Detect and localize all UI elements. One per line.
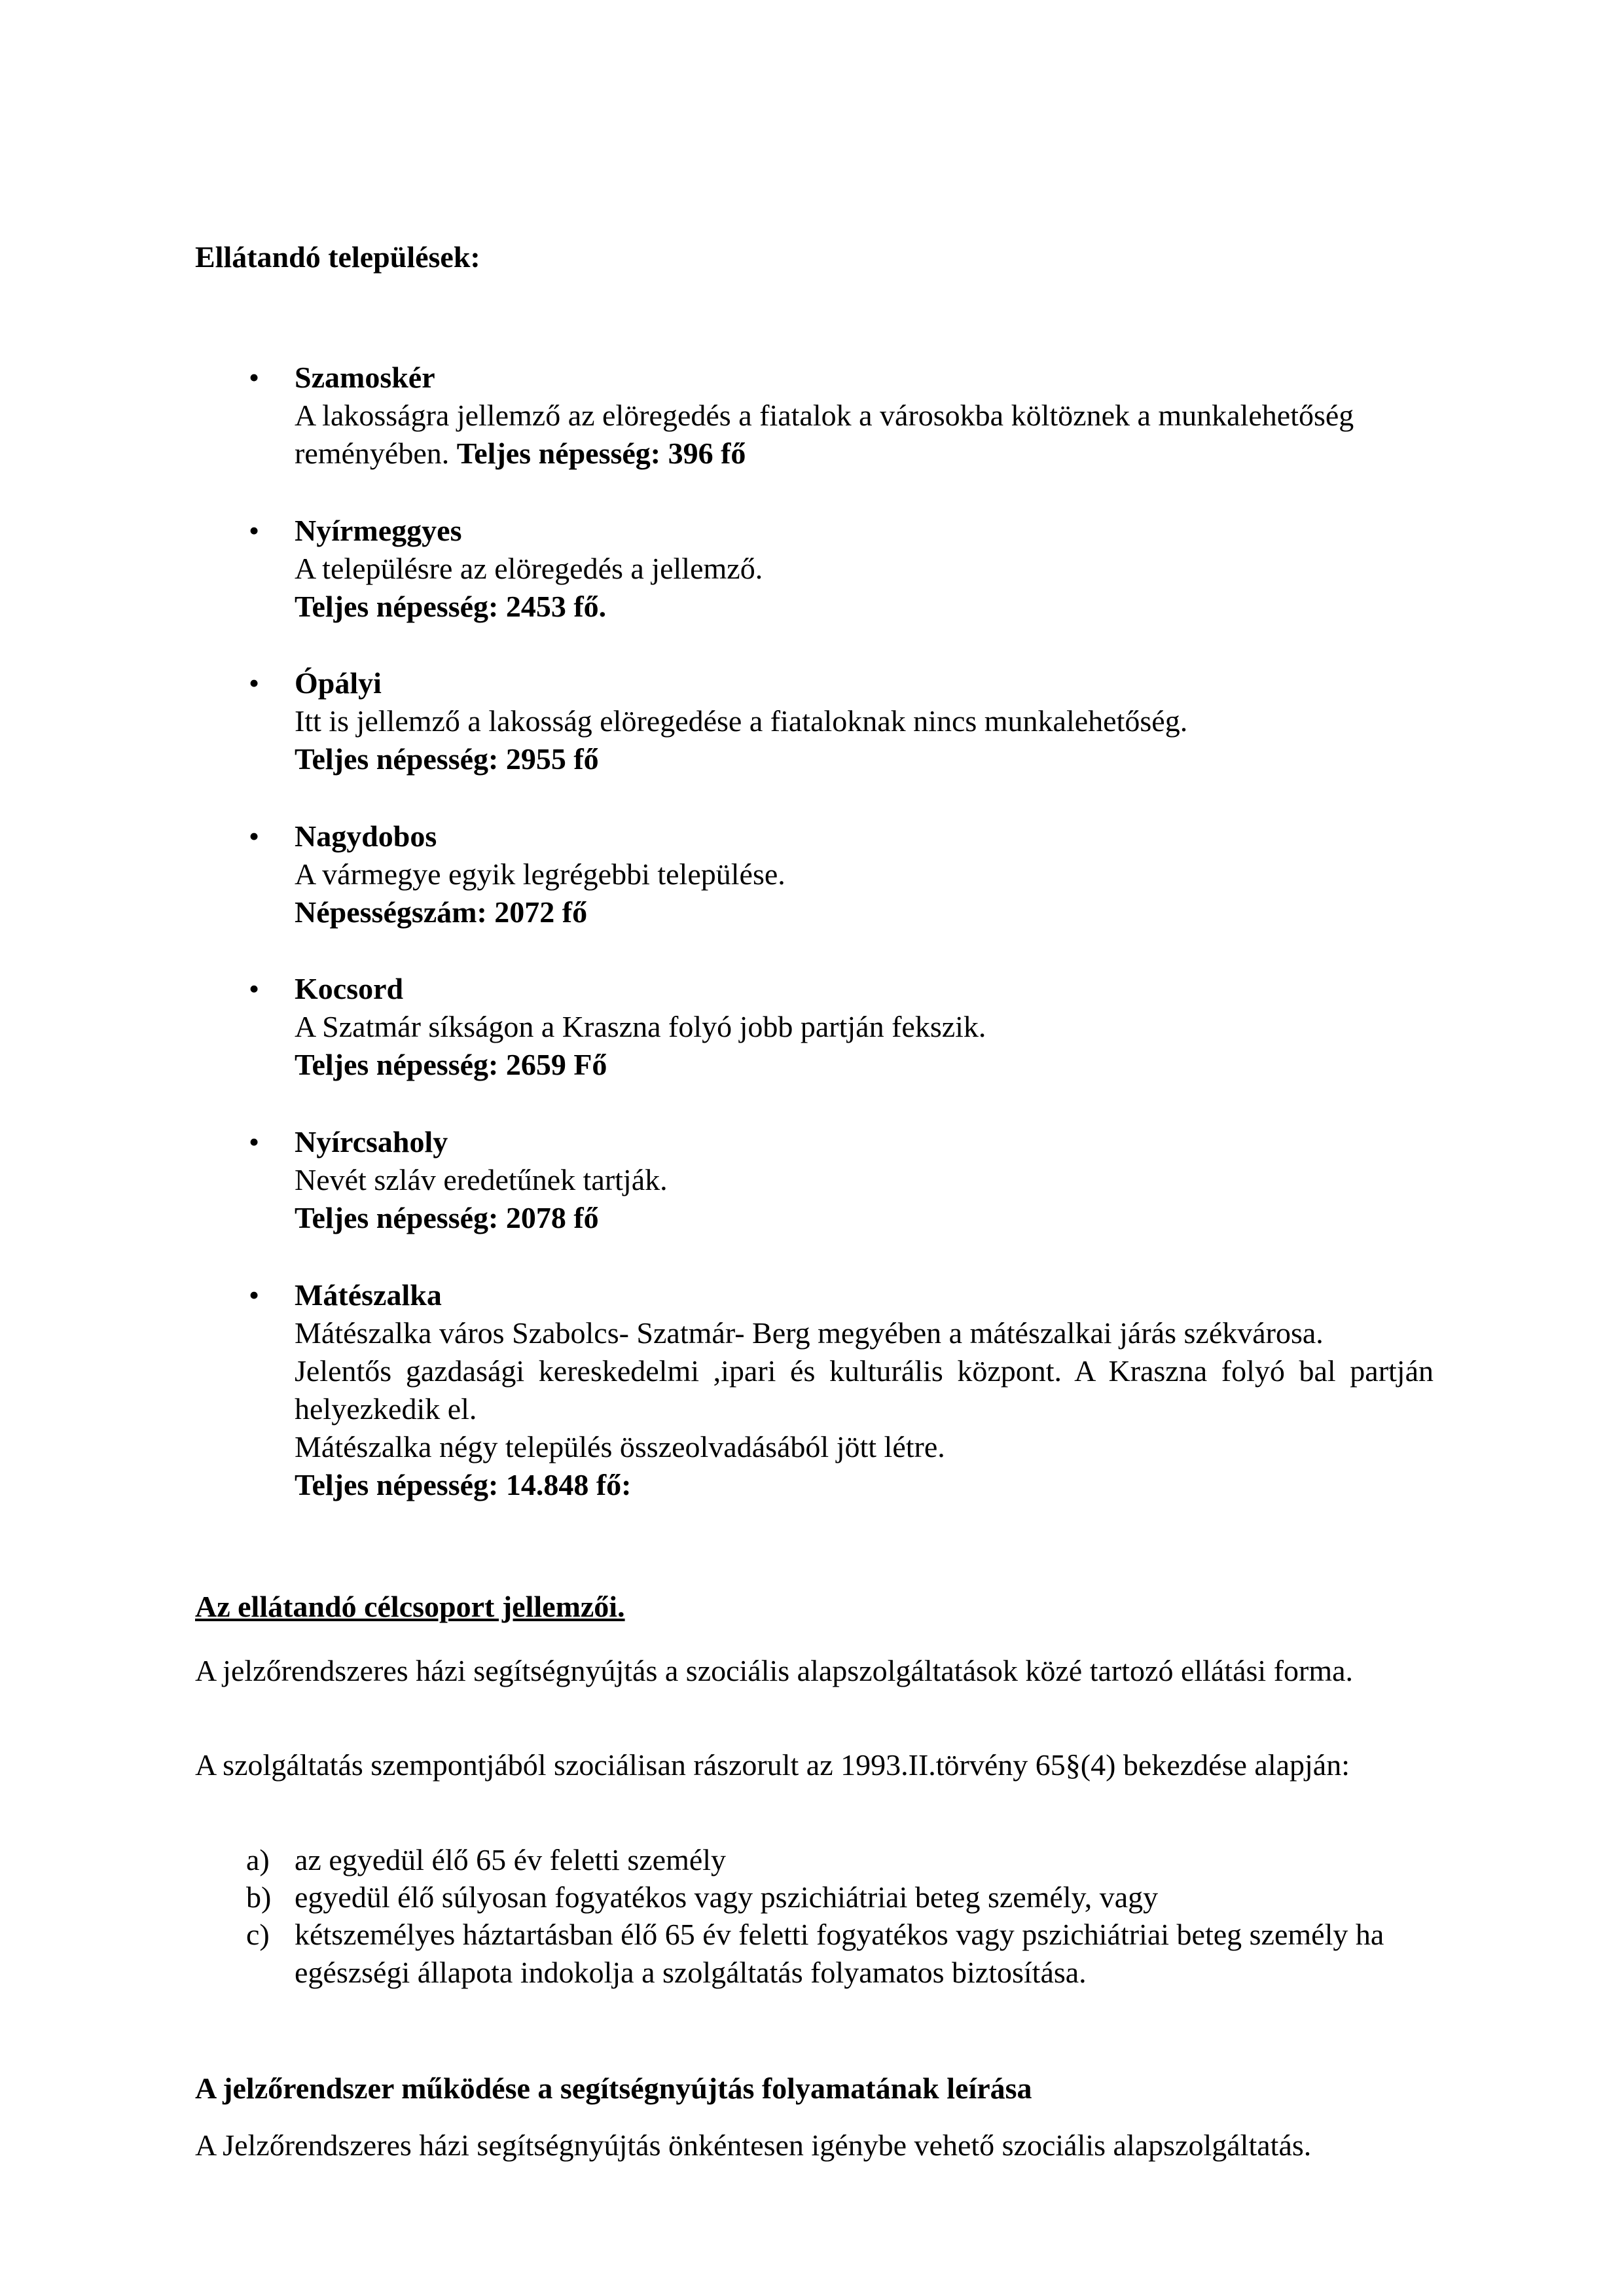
settlement-population: Teljes népesség: 2955 fő xyxy=(295,742,599,776)
target-group-heading: Az ellátandó célcsoport jellemzői. xyxy=(195,1590,625,1623)
target-group-paragraph-2: A szolgáltatás szempontjából szociálisan rászorult az 1993.II.törvény 65§(4) bekezdése alapján: xyxy=(195,1748,1350,1782)
settlement-description-line: Jelentős gazdasági kereskedelmi ,ipari és kulturális központ. A Kraszna folyó bal partján helyezkedik el. xyxy=(295,1354,1434,1426)
criteria-text: kétszemélyes háztartásban élő 65 év feletti fogyatékos vagy pszichiátriai beteg személy ha egészségi állapota indokolja a szolgáltatás folyamatos biztosítása. xyxy=(295,1918,1384,1989)
list-marker: c) xyxy=(246,1918,270,1951)
bullet-icon: • xyxy=(249,514,260,547)
settlement-population: Teljes népesség: 2078 fő xyxy=(295,1201,599,1234)
settlement-name: Nyírmeggyes xyxy=(295,514,462,547)
bullet-icon: • xyxy=(249,1278,260,1312)
settlement-name: Kocsord xyxy=(295,972,404,1005)
bullet-icon: • xyxy=(249,666,260,700)
bullet-icon: • xyxy=(249,972,260,1005)
settlement-name: Ópályi xyxy=(295,666,382,700)
bullet-icon: • xyxy=(249,1125,260,1158)
list-marker: b) xyxy=(246,1880,272,1914)
criteria-text: az egyedül élő 65 év feletti személy xyxy=(295,1843,727,1876)
settlement-population: Teljes népesség: 396 fő xyxy=(456,437,746,470)
criteria-text: egyedül élő súlyosan fogyatékos vagy pszichiátriai beteg személy, vagy xyxy=(295,1880,1159,1914)
settlement-population: Teljes népesség: 2659 Fő xyxy=(295,1048,607,1081)
settlement-name: Nyírcsaholy xyxy=(295,1125,448,1158)
settlement-population: Népességszám: 2072 fő xyxy=(295,895,588,929)
settlement-description-line: Mátészalka négy település összeolvadásából jött létre. xyxy=(295,1430,945,1463)
bullet-icon: • xyxy=(249,819,260,853)
settlement-description: A Szatmár síkságon a Kraszna folyó jobb partján fekszik. xyxy=(295,1010,986,1043)
settlements-heading: Ellátandó települések: xyxy=(195,240,480,274)
operation-heading: A jelzőrendszer működése a segítségnyújtás folyamatának leírása xyxy=(195,2072,1032,2105)
settlement-description: Nevét szláv eredetűnek tartják. xyxy=(295,1163,668,1196)
settlement-population: Teljes népesség: 2453 fő. xyxy=(295,590,607,623)
settlement-name: Szamoskér xyxy=(295,361,435,394)
settlement-description-text: A lakosságra jellemző az elöregedés a fiatalok a városokba költöznek a munkalehetőség reményében. xyxy=(295,399,1354,470)
settlement-description: A vármegye egyik legrégebbi települése. xyxy=(295,857,785,891)
settlement-description: A településre az elöregedés a jellemző. xyxy=(295,552,763,585)
list-marker: a) xyxy=(246,1843,270,1876)
settlement-description-line: Mátészalka város Szabolcs- Szatmár- Berg megyében a mátészalkai járás székvárosa. xyxy=(295,1316,1324,1350)
settlement-description xyxy=(295,397,1434,473)
bullet-icon: • xyxy=(249,361,260,394)
settlement-population: Teljes népesség: 14.848 fő: xyxy=(295,1468,632,1501)
target-group-paragraph-1: A jelzőrendszeres házi segítségnyújtás a szociális alapszolgáltatások közé tartozó ellátási forma. xyxy=(195,1654,1354,1687)
settlement-name: Mátészalka xyxy=(295,1278,442,1312)
settlement-description: Itt is jellemző a lakosság elöregedése a fiataloknak nincs munkalehetőség. xyxy=(295,704,1188,738)
settlement-name: Nagydobos xyxy=(295,819,437,853)
operation-paragraph: A Jelzőrendszeres házi segítségnyújtás önkéntesen igénybe vehető szociális alapszolgáltatás. xyxy=(195,2128,1312,2162)
